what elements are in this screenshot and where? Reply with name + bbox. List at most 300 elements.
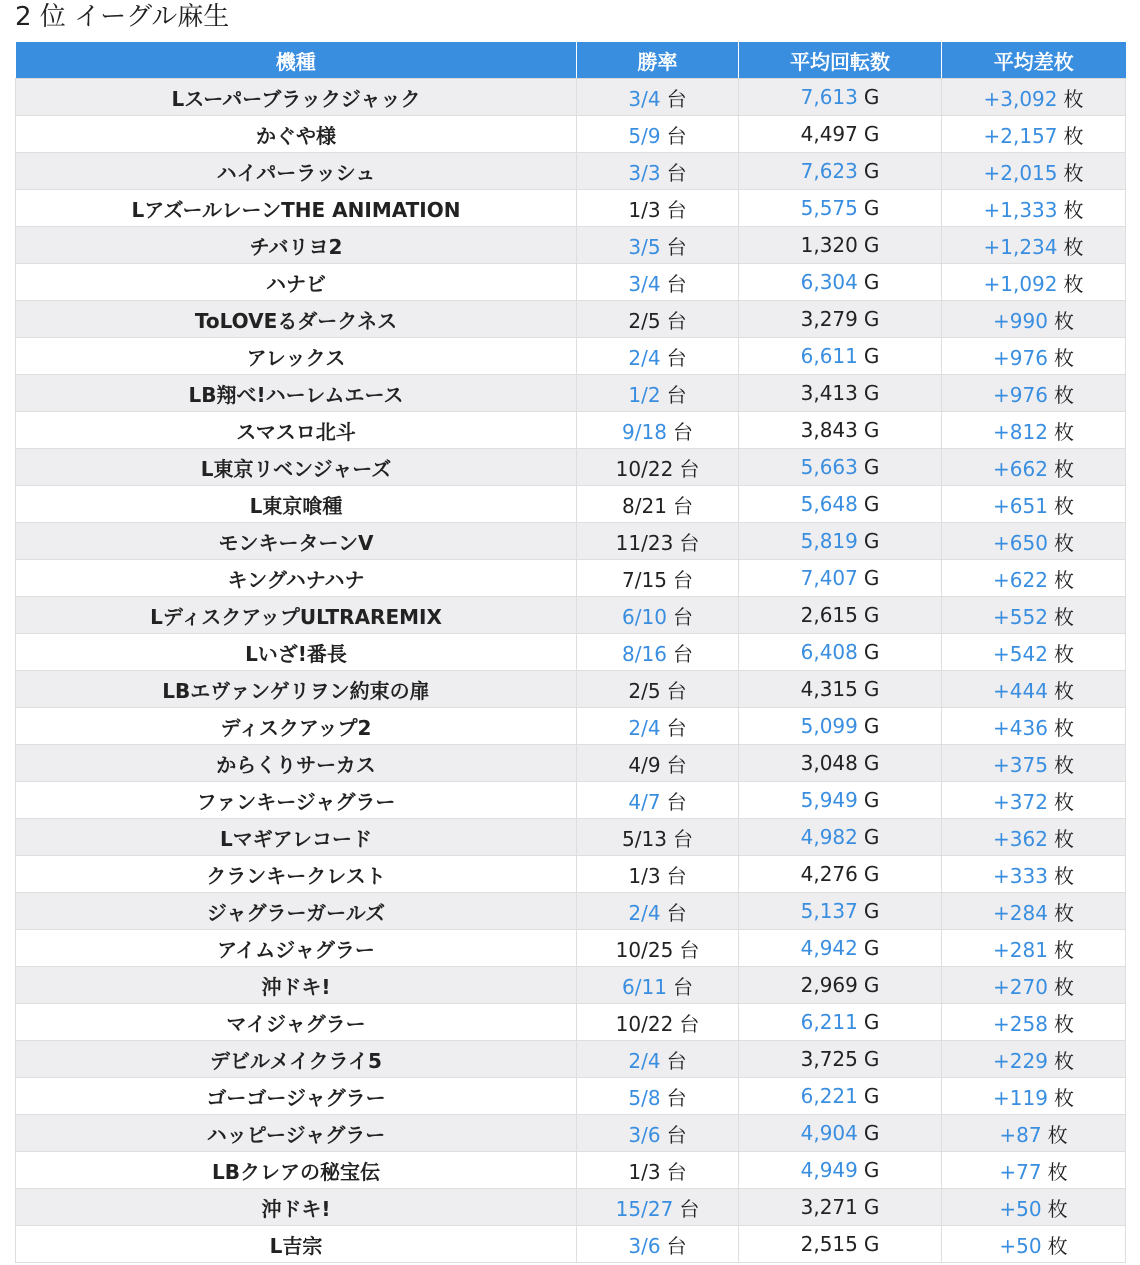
win-rate-cell xyxy=(577,782,739,819)
medal-unit: 枚 xyxy=(1053,900,1074,925)
medal-unit: 枚 xyxy=(1063,234,1084,259)
average-spins-value: 5,648 xyxy=(800,492,858,516)
spins-unit: G xyxy=(863,1010,880,1034)
medal-unit: 枚 xyxy=(1047,1159,1068,1184)
spins-unit: G xyxy=(863,85,880,109)
win-rate-cell xyxy=(577,412,739,449)
average-diff-cell xyxy=(942,671,1126,708)
average-spins-cell xyxy=(739,1078,942,1115)
average-diff-cell xyxy=(942,967,1126,1004)
table-row xyxy=(16,967,1126,1004)
win-rate-cell xyxy=(577,634,739,671)
medal-unit: 枚 xyxy=(1053,678,1074,703)
spins-unit: G xyxy=(863,751,880,775)
machine-name-cell[interactable]: LアズールレーンTHE ANIMATION xyxy=(16,190,577,227)
win-rate-cell xyxy=(577,301,739,338)
average-spins-cell xyxy=(739,338,942,375)
machine-count-unit: 台 xyxy=(672,419,693,444)
machine-count-unit: 台 xyxy=(666,1233,687,1258)
average-diff-cell xyxy=(942,375,1126,412)
machine-name-cell[interactable]: Lスーパーブラックジャック xyxy=(16,79,577,116)
average-diff-value: +333 xyxy=(993,863,1048,888)
win-rate-value: 1/3 xyxy=(628,863,661,888)
win-rate-cell xyxy=(577,338,739,375)
table-row xyxy=(16,1226,1126,1263)
average-diff-cell xyxy=(942,597,1126,634)
average-spins-value: 3,279 xyxy=(800,307,858,331)
machine-name-cell[interactable]: LディスクアップULTRAREMIX xyxy=(16,597,577,634)
medal-unit: 枚 xyxy=(1047,1233,1068,1258)
medal-unit: 枚 xyxy=(1053,493,1074,518)
average-spins-cell xyxy=(739,634,942,671)
win-rate-cell xyxy=(577,597,739,634)
spins-unit: G xyxy=(863,788,880,812)
table-row xyxy=(16,930,1126,967)
spins-unit: G xyxy=(863,455,880,479)
win-rate-cell xyxy=(577,1078,739,1115)
average-spins-cell xyxy=(739,1041,942,1078)
win-rate-value: 3/5 xyxy=(628,234,661,259)
machine-count-unit: 台 xyxy=(679,1011,700,1036)
average-diff-value: +2,157 xyxy=(983,123,1058,148)
table-row xyxy=(16,1078,1126,1115)
spins-unit: G xyxy=(863,640,880,664)
table-row xyxy=(16,819,1126,856)
machine-name-cell[interactable]: チバリヨ2 xyxy=(16,227,577,264)
average-diff-value: +281 xyxy=(993,937,1048,962)
average-diff-cell xyxy=(942,560,1126,597)
average-diff-value: +270 xyxy=(993,974,1048,999)
spins-unit: G xyxy=(863,973,880,997)
win-rate-cell xyxy=(577,819,739,856)
average-spins-value: 3,048 xyxy=(800,751,858,775)
average-spins-value: 6,408 xyxy=(800,640,858,664)
win-rate-value: 2/5 xyxy=(628,678,661,703)
machine-count-unit: 台 xyxy=(666,752,687,777)
win-rate-cell xyxy=(577,1041,739,1078)
table-row xyxy=(16,523,1126,560)
machine-count-unit: 台 xyxy=(672,826,693,851)
spins-unit: G xyxy=(863,825,880,849)
win-rate-value: 1/3 xyxy=(628,197,661,222)
spins-unit: G xyxy=(863,233,880,257)
average-spins-value: 7,623 xyxy=(800,159,858,183)
average-diff-value: +284 xyxy=(993,900,1048,925)
machine-count-unit: 台 xyxy=(666,863,687,888)
average-spins-cell xyxy=(739,301,942,338)
average-spins-cell xyxy=(739,227,942,264)
average-spins-cell xyxy=(739,486,942,523)
medal-unit: 枚 xyxy=(1053,789,1074,814)
win-rate-value: 9/18 xyxy=(622,419,667,444)
table-row xyxy=(16,856,1126,893)
average-diff-cell xyxy=(942,301,1126,338)
machine-count-unit: 台 xyxy=(666,160,687,185)
table-row xyxy=(16,893,1126,930)
medal-unit: 枚 xyxy=(1053,937,1074,962)
spins-unit: G xyxy=(863,936,880,960)
average-spins-cell xyxy=(739,1152,942,1189)
spins-unit: G xyxy=(863,1195,880,1219)
medal-unit: 枚 xyxy=(1053,715,1074,740)
win-rate-cell xyxy=(577,1004,739,1041)
average-spins-cell xyxy=(739,671,942,708)
spins-unit: G xyxy=(863,307,880,331)
average-diff-cell xyxy=(942,1004,1126,1041)
average-diff-cell xyxy=(942,153,1126,190)
average-diff-cell xyxy=(942,338,1126,375)
machine-count-unit: 台 xyxy=(679,530,700,555)
medal-unit: 枚 xyxy=(1053,530,1074,555)
machine-count-unit: 台 xyxy=(666,382,687,407)
average-diff-cell xyxy=(942,1189,1126,1226)
machine-count-unit: 台 xyxy=(666,197,687,222)
spins-unit: G xyxy=(863,714,880,738)
machine-name-cell[interactable]: ハイパーラッシュ xyxy=(16,153,577,190)
average-diff-cell xyxy=(942,1152,1126,1189)
average-spins-cell xyxy=(739,1189,942,1226)
average-spins-cell xyxy=(739,1115,942,1152)
table-row xyxy=(16,1115,1126,1152)
spins-unit: G xyxy=(863,381,880,405)
table-row xyxy=(16,375,1126,412)
average-diff-value: +650 xyxy=(993,530,1048,555)
machine-count-unit: 台 xyxy=(672,604,693,629)
average-diff-cell xyxy=(942,819,1126,856)
column-header-average-spins[interactable]: 平均回転数 xyxy=(739,42,942,79)
win-rate-value: 11/23 xyxy=(615,530,674,555)
average-diff-value: +119 xyxy=(993,1085,1048,1110)
average-spins-value: 5,663 xyxy=(800,455,858,479)
machine-name-cell[interactable]: L東京リベンジャーズ xyxy=(16,449,577,486)
average-spins-value: 4,497 xyxy=(800,122,858,146)
average-diff-cell xyxy=(942,1078,1126,1115)
machine-count-unit: 台 xyxy=(666,715,687,740)
win-rate-cell xyxy=(577,1115,739,1152)
medal-unit: 枚 xyxy=(1053,826,1074,851)
table-row xyxy=(16,1189,1126,1226)
column-header-average-diff[interactable]: 平均差枚 xyxy=(942,42,1126,79)
machine-name-cell[interactable]: ゴーゴージャグラー xyxy=(16,1078,577,1115)
table-row xyxy=(16,153,1126,190)
win-rate-value: 2/5 xyxy=(628,308,661,333)
win-rate-cell xyxy=(577,930,739,967)
machine-name-cell[interactable]: モンキーターンV xyxy=(16,523,577,560)
machine-count-unit: 台 xyxy=(672,974,693,999)
win-rate-value: 15/27 xyxy=(615,1196,674,1221)
average-spins-cell xyxy=(739,782,942,819)
average-spins-cell xyxy=(739,190,942,227)
average-diff-cell xyxy=(942,1041,1126,1078)
machine-name-cell[interactable]: L東京喰種 xyxy=(16,486,577,523)
average-spins-value: 4,949 xyxy=(800,1158,858,1182)
win-rate-value: 8/21 xyxy=(622,493,667,518)
table-row xyxy=(16,412,1126,449)
win-rate-value: 5/13 xyxy=(622,826,667,851)
average-spins-cell xyxy=(739,967,942,1004)
win-rate-value: 4/7 xyxy=(628,789,661,814)
win-rate-value: 7/15 xyxy=(622,567,667,592)
table-row xyxy=(16,634,1126,671)
average-diff-value: +362 xyxy=(993,826,1048,851)
win-rate-cell xyxy=(577,375,739,412)
machine-stats-table xyxy=(15,42,1126,1263)
medal-unit: 枚 xyxy=(1053,604,1074,629)
machine-name-cell[interactable]: ファンキージャグラー xyxy=(16,782,577,819)
machine-name-cell[interactable]: アレックス xyxy=(16,338,577,375)
win-rate-cell xyxy=(577,264,739,301)
average-diff-cell xyxy=(942,782,1126,819)
win-rate-cell xyxy=(577,1226,739,1263)
win-rate-value: 1/3 xyxy=(628,1159,661,1184)
spins-unit: G xyxy=(863,122,880,146)
machine-count-unit: 台 xyxy=(666,1085,687,1110)
win-rate-value: 4/9 xyxy=(628,752,661,777)
medal-unit: 枚 xyxy=(1053,863,1074,888)
average-spins-cell xyxy=(739,375,942,412)
machine-name-cell[interactable]: L吉宗 xyxy=(16,1226,577,1263)
table-row xyxy=(16,227,1126,264)
medal-unit: 枚 xyxy=(1063,160,1084,185)
average-spins-cell xyxy=(739,893,942,930)
machine-count-unit: 台 xyxy=(666,900,687,925)
win-rate-cell xyxy=(577,560,739,597)
spins-unit: G xyxy=(863,1232,880,1256)
win-rate-value: 3/3 xyxy=(628,160,661,185)
machine-count-unit: 台 xyxy=(672,641,693,666)
medal-unit: 枚 xyxy=(1063,271,1084,296)
machine-name-cell[interactable]: ディスクアップ2 xyxy=(16,708,577,745)
machine-name-cell[interactable]: Lマギアレコード xyxy=(16,819,577,856)
average-diff-cell xyxy=(942,1226,1126,1263)
average-diff-cell xyxy=(942,634,1126,671)
win-rate-cell xyxy=(577,967,739,1004)
medal-unit: 枚 xyxy=(1047,1196,1068,1221)
average-spins-value: 3,843 xyxy=(800,418,858,442)
spins-unit: G xyxy=(863,1121,880,1145)
machine-name-cell[interactable]: ハナビ xyxy=(16,264,577,301)
column-header-machine[interactable]: 機種 xyxy=(16,42,577,79)
spins-unit: G xyxy=(863,344,880,368)
win-rate-value: 10/25 xyxy=(615,937,674,962)
average-diff-value: +375 xyxy=(993,752,1048,777)
medal-unit: 枚 xyxy=(1053,456,1074,481)
machine-count-unit: 台 xyxy=(666,789,687,814)
machine-name-cell[interactable]: LBエヴァンゲリヲン約束の扉 xyxy=(16,671,577,708)
average-diff-value: +990 xyxy=(993,308,1048,333)
machine-name-cell[interactable]: アイムジャグラー xyxy=(16,930,577,967)
medal-unit: 枚 xyxy=(1063,197,1084,222)
table-row xyxy=(16,782,1126,819)
machine-count-unit: 台 xyxy=(679,937,700,962)
win-rate-value: 2/4 xyxy=(628,345,661,370)
machine-name-cell[interactable]: 沖ドキ! xyxy=(16,1189,577,1226)
win-rate-cell xyxy=(577,79,739,116)
table-row xyxy=(16,116,1126,153)
machine-name-cell[interactable]: LBクレアの秘宝伝 xyxy=(16,1152,577,1189)
average-diff-cell xyxy=(942,190,1126,227)
machine-count-unit: 台 xyxy=(666,1048,687,1073)
spins-unit: G xyxy=(863,862,880,886)
machine-name-cell[interactable]: からくりサーカス xyxy=(16,745,577,782)
spins-unit: G xyxy=(863,418,880,442)
machine-name-cell[interactable]: スマスロ北斗 xyxy=(16,412,577,449)
average-spins-value: 4,904 xyxy=(800,1121,858,1145)
table-row xyxy=(16,560,1126,597)
win-rate-value: 6/10 xyxy=(622,604,667,629)
table-row xyxy=(16,708,1126,745)
medal-unit: 枚 xyxy=(1053,308,1074,333)
machine-name-cell[interactable]: ジャグラーガールズ xyxy=(16,893,577,930)
average-diff-cell xyxy=(942,264,1126,301)
average-diff-cell xyxy=(942,930,1126,967)
win-rate-value: 6/11 xyxy=(622,974,667,999)
win-rate-cell xyxy=(577,1152,739,1189)
average-diff-value: +50 xyxy=(999,1233,1042,1258)
average-spins-value: 4,942 xyxy=(800,936,858,960)
spins-unit: G xyxy=(863,1047,880,1071)
average-diff-value: +87 xyxy=(999,1122,1042,1147)
machine-name-cell[interactable]: ハッピージャグラー xyxy=(16,1115,577,1152)
average-spins-value: 3,413 xyxy=(800,381,858,405)
medal-unit: 枚 xyxy=(1053,419,1074,444)
average-diff-value: +552 xyxy=(993,604,1048,629)
average-spins-value: 5,099 xyxy=(800,714,858,738)
average-spins-value: 3,725 xyxy=(800,1047,858,1071)
average-spins-value: 2,615 xyxy=(800,603,858,627)
medal-unit: 枚 xyxy=(1047,1122,1068,1147)
spins-unit: G xyxy=(863,1084,880,1108)
average-spins-value: 6,211 xyxy=(800,1010,858,1034)
average-diff-cell xyxy=(942,79,1126,116)
average-spins-cell xyxy=(739,1004,942,1041)
win-rate-value: 10/22 xyxy=(615,456,674,481)
table-row xyxy=(16,264,1126,301)
average-spins-cell xyxy=(739,745,942,782)
average-diff-value: +976 xyxy=(993,345,1048,370)
average-spins-value: 5,137 xyxy=(800,899,858,923)
average-diff-value: +3,092 xyxy=(983,86,1058,111)
spins-unit: G xyxy=(863,270,880,294)
machine-count-unit: 台 xyxy=(666,123,687,148)
average-diff-value: +77 xyxy=(999,1159,1042,1184)
spins-unit: G xyxy=(863,1158,880,1182)
win-rate-cell xyxy=(577,671,739,708)
table-row xyxy=(16,449,1126,486)
average-diff-value: +1,092 xyxy=(983,271,1058,296)
spins-unit: G xyxy=(863,899,880,923)
average-diff-value: +1,333 xyxy=(983,197,1058,222)
average-diff-cell xyxy=(942,486,1126,523)
medal-unit: 枚 xyxy=(1063,123,1084,148)
average-diff-value: +2,015 xyxy=(983,160,1058,185)
table-row xyxy=(16,79,1126,116)
table-row xyxy=(16,1004,1126,1041)
average-diff-cell xyxy=(942,412,1126,449)
win-rate-cell xyxy=(577,116,739,153)
average-diff-value: +542 xyxy=(993,641,1048,666)
win-rate-value: 5/8 xyxy=(628,1085,661,1110)
win-rate-cell xyxy=(577,153,739,190)
average-spins-cell xyxy=(739,597,942,634)
machine-name-cell[interactable]: Lいざ!番長 xyxy=(16,634,577,671)
machine-name-cell[interactable]: ToLOVEるダークネス xyxy=(16,301,577,338)
average-spins-value: 4,315 xyxy=(800,677,858,701)
table-row xyxy=(16,1041,1126,1078)
average-spins-value: 6,304 xyxy=(800,270,858,294)
machine-count-unit: 台 xyxy=(666,678,687,703)
win-rate-value: 3/4 xyxy=(628,86,661,111)
machine-name-cell[interactable]: LB翔べ!ハーレムエース xyxy=(16,375,577,412)
win-rate-value: 1/2 xyxy=(628,382,661,407)
machine-count-unit: 台 xyxy=(672,567,693,592)
machine-name-cell[interactable]: キングハナハナ xyxy=(16,560,577,597)
win-rate-value: 3/6 xyxy=(628,1233,661,1258)
average-diff-cell xyxy=(942,1115,1126,1152)
average-diff-cell xyxy=(942,708,1126,745)
win-rate-cell xyxy=(577,893,739,930)
average-spins-cell xyxy=(739,708,942,745)
spins-unit: G xyxy=(863,603,880,627)
medal-unit: 枚 xyxy=(1053,345,1074,370)
average-diff-value: +812 xyxy=(993,419,1048,444)
machine-name-cell[interactable]: 沖ドキ! xyxy=(16,967,577,1004)
machine-name-cell[interactable]: かぐや様 xyxy=(16,116,577,153)
average-spins-cell xyxy=(739,523,942,560)
win-rate-value: 2/4 xyxy=(628,900,661,925)
average-spins-cell xyxy=(739,930,942,967)
average-diff-value: +436 xyxy=(993,715,1048,740)
machine-name-cell[interactable]: デビルメイクライ5 xyxy=(16,1041,577,1078)
average-diff-cell xyxy=(942,893,1126,930)
table-row xyxy=(16,745,1126,782)
average-spins-cell xyxy=(739,412,942,449)
medal-unit: 枚 xyxy=(1053,1085,1074,1110)
table-row xyxy=(16,301,1126,338)
average-spins-value: 3,271 xyxy=(800,1195,858,1219)
average-spins-cell xyxy=(739,560,942,597)
machine-name-cell[interactable]: クランキークレスト xyxy=(16,856,577,893)
win-rate-cell xyxy=(577,745,739,782)
machine-name-cell[interactable]: マイジャグラー xyxy=(16,1004,577,1041)
average-diff-value: +1,234 xyxy=(983,234,1058,259)
average-diff-value: +50 xyxy=(999,1196,1042,1221)
win-rate-value: 8/16 xyxy=(622,641,667,666)
machine-count-unit: 台 xyxy=(666,308,687,333)
average-spins-cell xyxy=(739,153,942,190)
average-spins-value: 5,819 xyxy=(800,529,858,553)
average-spins-value: 6,221 xyxy=(800,1084,858,1108)
win-rate-cell xyxy=(577,523,739,560)
medal-unit: 枚 xyxy=(1063,86,1084,111)
column-header-win-rate[interactable]: 勝率 xyxy=(577,42,739,79)
machine-count-unit: 台 xyxy=(666,271,687,296)
average-diff-value: +372 xyxy=(993,789,1048,814)
average-diff-value: +622 xyxy=(993,567,1048,592)
table-body xyxy=(16,79,1126,1263)
average-spins-value: 5,949 xyxy=(800,788,858,812)
spins-unit: G xyxy=(863,529,880,553)
machine-count-unit: 台 xyxy=(666,1159,687,1184)
average-spins-value: 1,320 xyxy=(800,233,858,257)
average-spins-value: 7,613 xyxy=(800,85,858,109)
average-diff-value: +229 xyxy=(993,1048,1048,1073)
table-row xyxy=(16,1152,1126,1189)
average-spins-cell xyxy=(739,264,942,301)
spins-unit: G xyxy=(863,677,880,701)
average-spins-value: 4,276 xyxy=(800,862,858,886)
average-spins-value: 4,982 xyxy=(800,825,858,849)
